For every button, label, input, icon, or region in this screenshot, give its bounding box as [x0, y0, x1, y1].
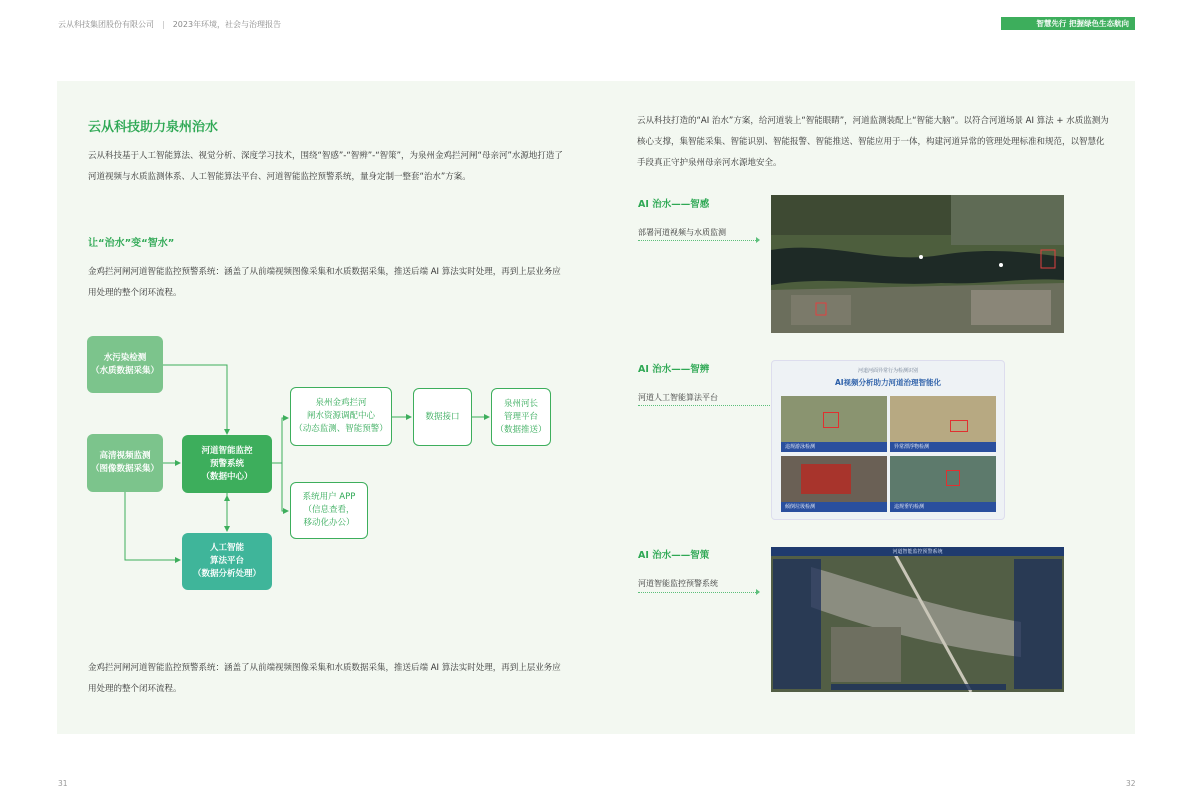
section-label-decision: 河道智能监控预警系统 — [638, 579, 718, 588]
section-label-identify: 河道人工智能算法平台 — [638, 393, 718, 402]
flow-video-monitor: 高清视频监测 （图像数据采集） — [87, 434, 163, 492]
section-title-perception: AI 治水——智感 — [638, 199, 710, 210]
platform-title: AI视频分析助力河道治理智能化 — [834, 378, 942, 387]
report-name: 2023年环境，社会与治理报告 — [172, 20, 282, 29]
flow-monitor-center: 河道智能监控 预警系统 （数据中心） — [182, 435, 272, 493]
flow-ai-platform: 人工智能 算法平台 （数据分析处理） — [182, 533, 272, 590]
page-title: 云从科技助力泉州治水 — [88, 120, 219, 135]
company-name: 云从科技集团股份有限公司 — [58, 20, 154, 29]
report-header: 云从科技集团股份有限公司 | 2023年环境，社会与治理报告 — [58, 20, 282, 29]
swim-detect-thumb — [781, 396, 887, 452]
dashboard-title: 河道智能监控预警系统 — [892, 549, 943, 555]
section-title-decision: AI 治水——智策 — [638, 550, 710, 561]
leader-line — [638, 240, 756, 241]
cell-label: 违规垂钓检测 — [890, 502, 996, 512]
flow-river-chief-platform: 泉州河长 管理平台 （数据推送） — [491, 388, 551, 446]
section-subtitle: 让“治水”变“智水” — [88, 238, 175, 249]
leader-arrow-icon — [756, 589, 760, 595]
dashboard-image — [771, 547, 1064, 692]
flow-user-app: 系统用户 APP （信息查看， 移动化办公） — [290, 482, 368, 539]
leader-line — [638, 592, 756, 593]
cell-label: 倾倒垃圾检测 — [781, 502, 887, 512]
platform-caption: 河道河面异常行为检测识别 — [857, 368, 918, 374]
leader-line — [638, 405, 780, 406]
ai-platform-image — [771, 360, 1005, 520]
system-description: 金鸡拦河闸河道智能监控预警系统：涵盖了从前端视频图像采集和水质数据采集，推送后端 AI 算法实时处理，再到上层业务应用处理的整个闭环流程。 — [88, 267, 561, 298]
system-description-repeat: 金鸡拦河闸河道智能监控预警系统：涵盖了从前端视频图像采集和水质数据采集，推送后端 AI 算法实时处理，再到上层业务应用处理的整个闭环流程。 — [88, 663, 561, 694]
section-label-perception: 部署河道视频与水质监测 — [638, 228, 726, 237]
dumping-detect-thumb — [781, 456, 887, 512]
section-title-identify: AI 治水——智辨 — [638, 364, 710, 375]
page-number-left: 31 — [58, 779, 68, 788]
intro-paragraph: 云从科技基于人工智能算法、视觉分析、深度学习技术，围绕“智感”-“智辨”-“智策”，为泉州金鸡拦河闸“母亲河”水源地打造了河道视频与水质监测体系、人工智能算法平台、河道智能监控预警系统，量身定制一整套“治水”方案。 — [88, 151, 563, 182]
cell-label: 违规游泳检测 — [781, 442, 887, 452]
cell-label: 异常漂浮物检测 — [890, 442, 996, 452]
flow-water-pollution: 水污染检测 （水质数据采集） — [87, 336, 163, 393]
slogan-banner: 智慧先行 把握绿色生态航向 — [1001, 17, 1135, 30]
satellite-river-image — [771, 195, 1064, 333]
page-number-right: 32 — [1126, 779, 1136, 788]
leader-arrow-icon — [756, 237, 760, 243]
right-intro: 云从科技打造的“AI 治水”方案，给河道装上“智能眼睛”，河道监测装配上“智能大脑”。以符合河道场景 AI 算法 + 水质监测为核心支撑，集智能采集、智能识别、智能报警、智能推送、智能应用于一体，构建河道异常的管理处理标准和规范，以智慧化手段真正守护泉州母亲河水源地安全。 — [637, 116, 1109, 168]
flow-dispatch-center: 泉州金鸡拦河 闸水资源调配中心 （动态监测、智能预警） — [290, 387, 392, 446]
flow-data-interface: 数据接口 — [413, 388, 472, 446]
float-detect-thumb — [890, 396, 996, 452]
fishing-detect-thumb — [890, 456, 996, 512]
